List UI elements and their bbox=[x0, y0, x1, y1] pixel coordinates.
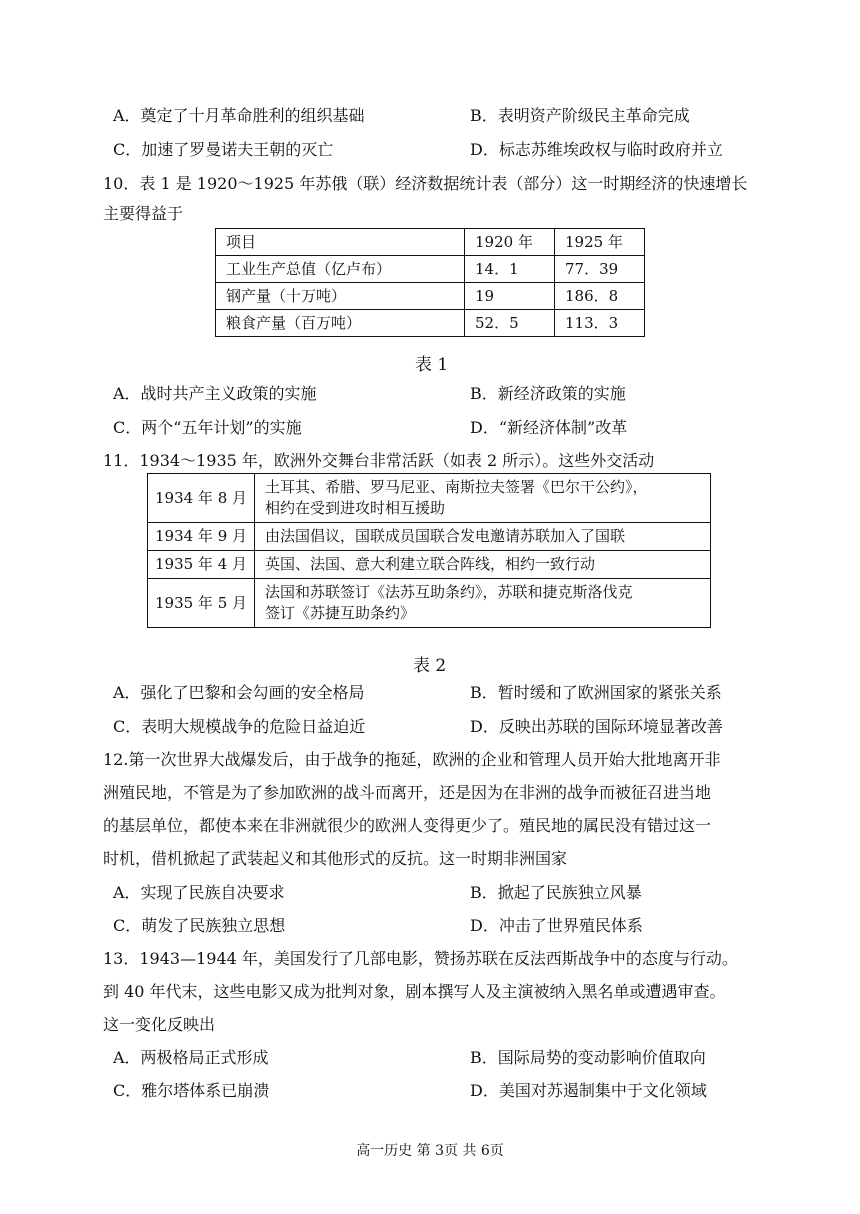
q10-option-c: C．两个“五年计划”的实施 bbox=[113, 418, 302, 437]
table-row bbox=[148, 474, 711, 523]
q12-option-a: A．实现了民族自决要求 bbox=[113, 883, 285, 902]
q10-option-b: B．新经济政策的实施 bbox=[470, 384, 626, 403]
table-cell: 186．8 bbox=[555, 283, 645, 310]
table-caption: 表 1 bbox=[415, 355, 449, 375]
q12-stem-line: 洲殖民地，不管是为了参加欧洲的战斗而离开，还是因为在非洲的战争而被征召进当地 bbox=[103, 783, 712, 802]
q13-stem-line: 到 40 年代末，这些电影又成为批判对象，剧本撰写人及主演被纳入黑名单或遭遇审查。 bbox=[103, 982, 726, 1001]
q12-option-b: B．掀起了民族独立风暴 bbox=[470, 883, 642, 902]
q12-option-d: D．冲击了世界殖民体系 bbox=[470, 916, 643, 935]
q12-option-c: C．萌发了民族独立思想 bbox=[113, 916, 286, 935]
q13-option-a: A．两极格局正式形成 bbox=[113, 1048, 269, 1067]
table-row bbox=[216, 283, 645, 310]
page-footer: 高一历史 第 3页 共 6页 bbox=[356, 1143, 504, 1159]
q11-stem: 11．1934～1935 年，欧洲外交舞台非常活跃（如表 2 所示）。这些外交活动 bbox=[103, 451, 655, 470]
q12-stem-line: 的基层单位，都使本来在非洲就很少的欧洲人变得更少了。殖民地的属民没有错过这一 bbox=[103, 816, 712, 835]
table-cell: 英国、法国、意大利建立联合阵线，相约一致行动 bbox=[255, 551, 711, 579]
table-cell: 113．3 bbox=[555, 310, 645, 337]
q9-option-c: C．加速了罗曼诺夫王朝的灭亡 bbox=[113, 140, 334, 159]
table-date-cell: 1934 年 8 月 bbox=[148, 474, 255, 523]
table-cell-line: 法国和苏联签订《法苏互助条约》，苏联和捷克斯洛伐克 bbox=[265, 583, 633, 601]
q10-stem-line2: 主要得益于 bbox=[103, 204, 184, 223]
q11-table bbox=[147, 473, 711, 628]
q13-stem-line: 13．1943—1944 年，美国发行了几部电影，赞扬苏联在反法西斯战争中的态度与行动。 bbox=[103, 949, 738, 968]
q13-option-b: B．国际局势的变动影响价值取向 bbox=[470, 1048, 706, 1067]
table-cell bbox=[255, 579, 711, 628]
table-header-cell: 1920 年 bbox=[465, 229, 555, 256]
q10-option-d: D．“新经济体制”改革 bbox=[470, 418, 628, 437]
table-header-cell: 项目 bbox=[216, 229, 465, 256]
q9-option-a: A．奠定了十月革命胜利的组织基础 bbox=[113, 106, 365, 125]
q9-option-d: D．标志苏维埃政权与临时政府并立 bbox=[470, 140, 723, 159]
table-caption: 表 2 bbox=[413, 656, 447, 676]
table-cell-line: 土耳其、希腊、罗马尼亚、南斯拉夫签署《巴尔干公约》， bbox=[265, 478, 648, 496]
q12-stem-line: 12.第一次世界大战爆发后，由于战争的拖延，欧洲的企业和管理人员开始大批地离开非 bbox=[103, 750, 721, 769]
q11-option-d: D．反映出苏联的国际环境显著改善 bbox=[470, 717, 723, 736]
q12-stem-line: 时机，借机掀起了武装起义和其他形式的反抗。这一时期非洲国家 bbox=[103, 849, 568, 868]
q10-stem-line1: 10．表 1 是 1920～1925 年苏俄（联）经济数据统计表（部分）这一时期经济的快速增长 bbox=[103, 174, 748, 193]
table-cell: 19 bbox=[465, 283, 555, 310]
table-cell: 粮食产量（百万吨） bbox=[216, 310, 465, 337]
table-date-cell: 1934 年 9 月 bbox=[148, 523, 255, 551]
table-row bbox=[216, 256, 645, 283]
table-row bbox=[148, 551, 711, 579]
q11-option-a: A．强化了巴黎和会勾画的安全格局 bbox=[113, 683, 365, 702]
q13-option-d: D．美国对苏遏制集中于文化领域 bbox=[470, 1081, 707, 1100]
table-cell-line: 相约在受到进攻时相互援助 bbox=[265, 499, 446, 517]
q10-table bbox=[215, 228, 645, 337]
table-cell: 由法国倡议，国联成员国联合发电邀请苏联加入了国联 bbox=[255, 523, 711, 551]
table-row bbox=[216, 310, 645, 337]
table-header-cell: 1925 年 bbox=[555, 229, 645, 256]
table-cell: 77．39 bbox=[555, 256, 645, 283]
table-date-cell: 1935 年 4 月 bbox=[148, 551, 255, 579]
q13-option-c: C．雅尔塔体系已崩溃 bbox=[113, 1081, 270, 1100]
table-cell: 工业生产总值（亿卢布） bbox=[216, 256, 465, 283]
table-row bbox=[148, 523, 711, 551]
table-cell-line: 签订《苏捷互助条约》 bbox=[265, 604, 416, 622]
table-cell: 52．5 bbox=[465, 310, 555, 337]
table-cell: 14．1 bbox=[465, 256, 555, 283]
q11-option-c: C．表明大规模战争的危险日益迫近 bbox=[113, 717, 366, 736]
q9-option-b: B．表明资产阶级民主革命完成 bbox=[470, 106, 690, 125]
table-date-cell: 1935 年 5 月 bbox=[148, 579, 255, 628]
q11-option-b: B．暂时缓和了欧洲国家的紧张关系 bbox=[470, 683, 722, 702]
table-row bbox=[148, 579, 711, 628]
table-cell bbox=[255, 474, 711, 523]
table-header-row bbox=[216, 229, 645, 256]
table-cell: 钢产量（十万吨） bbox=[216, 283, 465, 310]
q13-stem-line: 这一变化反映出 bbox=[103, 1015, 216, 1034]
q10-option-a: A．战时共产主义政策的实施 bbox=[113, 384, 317, 403]
